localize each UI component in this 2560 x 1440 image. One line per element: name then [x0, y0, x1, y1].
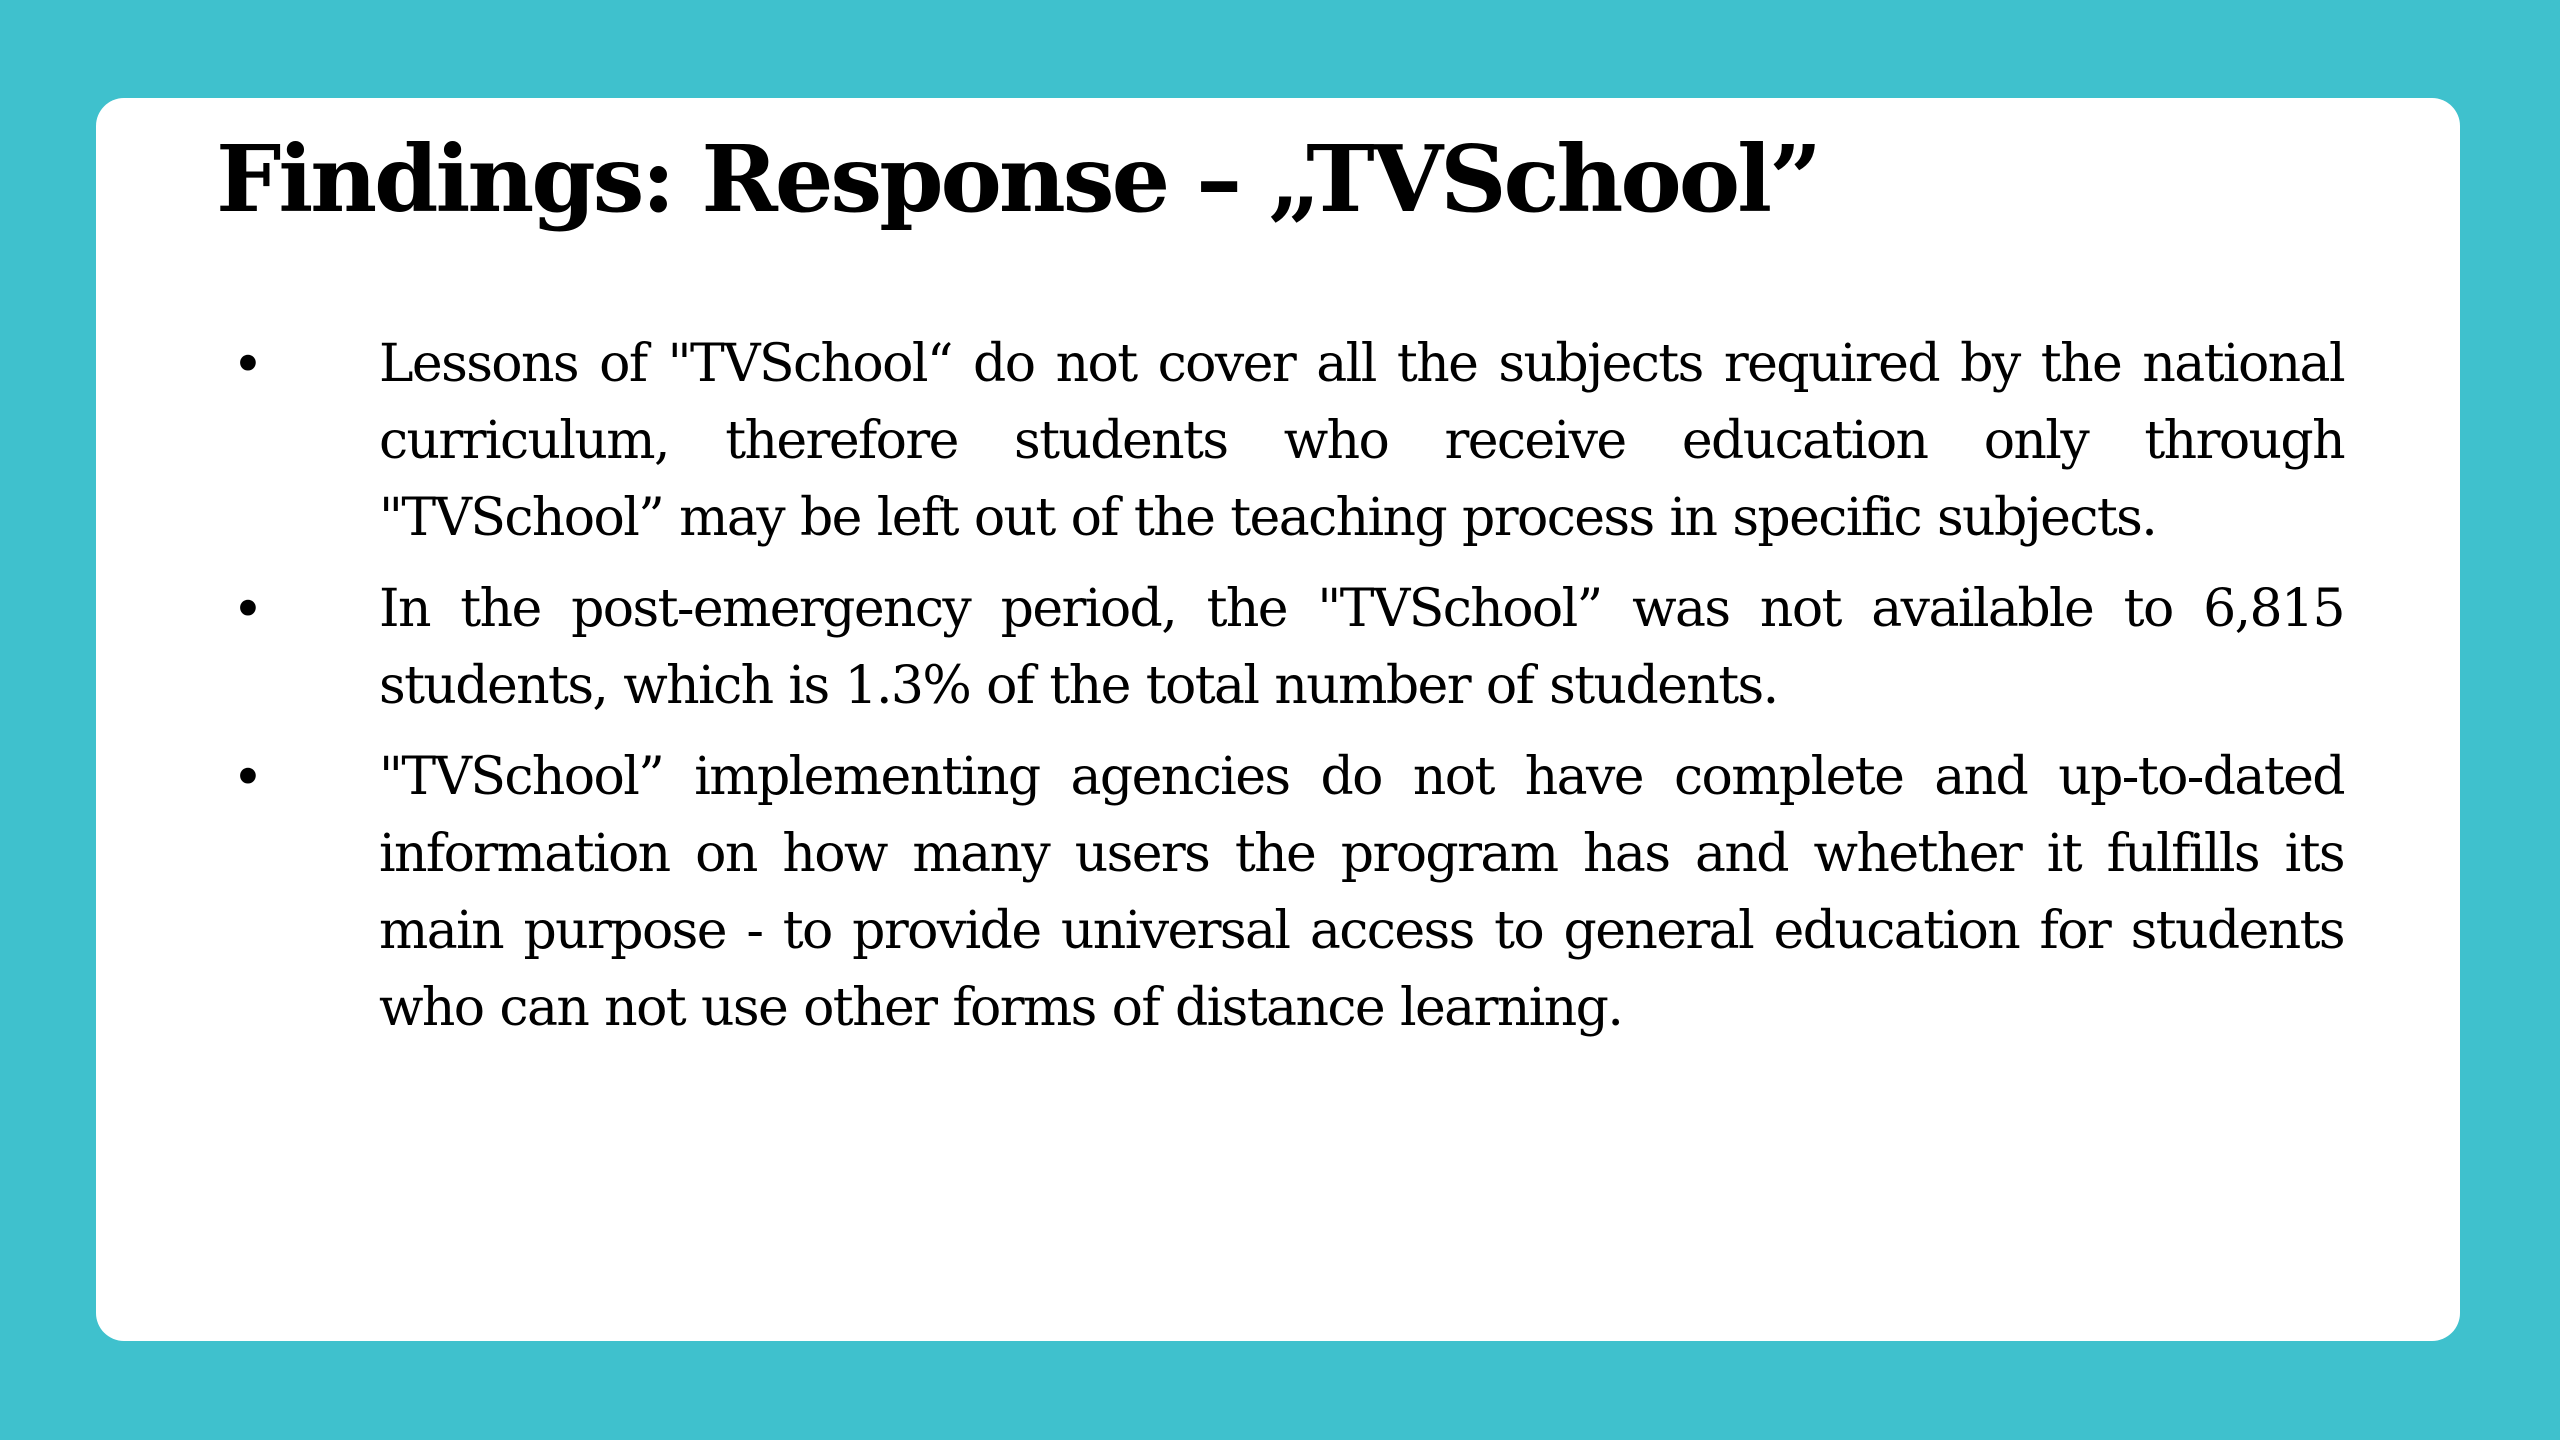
slide-title: Findings: Response – „TVSchool”	[216, 125, 1820, 233]
bullet-list	[232, 326, 2344, 1061]
list-item	[232, 326, 2344, 557]
bullet-icon: •	[232, 746, 264, 809]
slide-card	[96, 98, 2460, 1341]
bullet-text: "TVSchool” implementing agencies do not have complete and up-to-dated information on how many users the program has and whether it fulfills its main purpose - to provide universal access to general education for students who can not use other forms of distance learning.	[379, 747, 2344, 1038]
list-item	[232, 571, 2344, 725]
list-item	[232, 739, 2344, 1047]
bullet-icon: •	[232, 578, 264, 641]
bullet-text: Lessons of "TVSchool“ do not cover all the subjects required by the national curriculum, therefore students who receive education only through "TVSchool” may be left out of the teaching process in specific subjects.	[379, 334, 2344, 548]
bullet-icon: •	[232, 333, 264, 396]
bullet-text: In the post-emergency period, the "TVSchool” was not available to 6,815 students, which is 1.3% of the total number of students.	[379, 579, 2344, 716]
